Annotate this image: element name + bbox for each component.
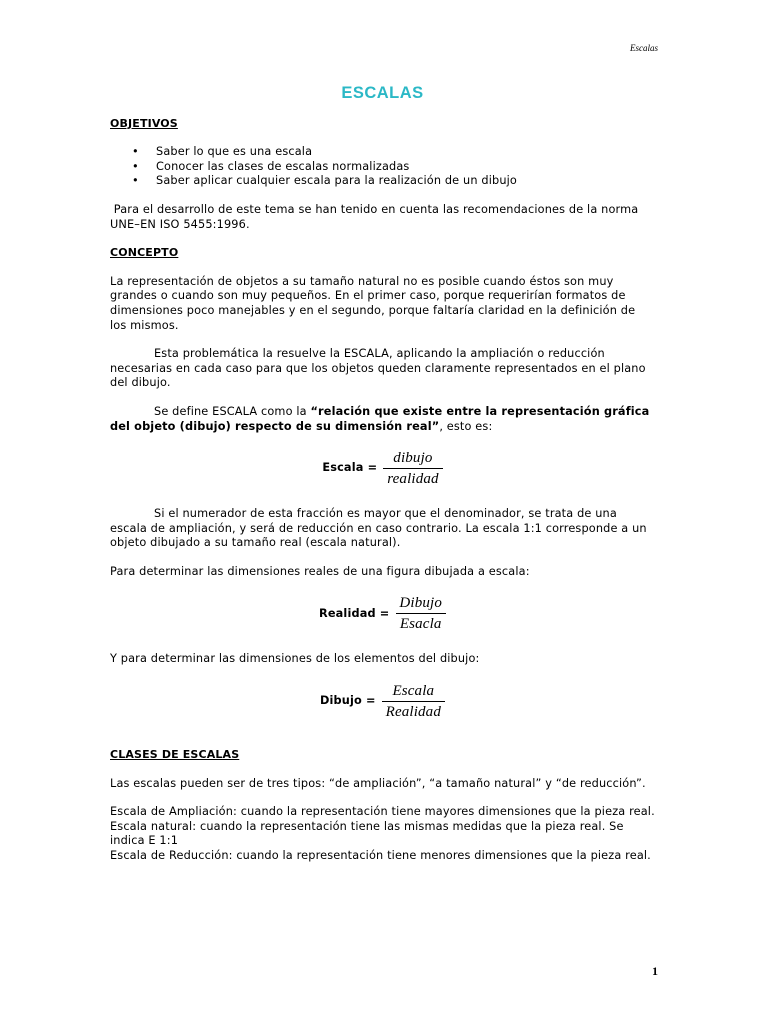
objective-item: • Conocer las clases de escalas normalizadas — [156, 160, 655, 175]
concept-paragraph-1: La representación de objetos a su tamaño natural no es posible cuando éstos son muy grandes o cuando son muy pequeños. En el primer caso, porque requerirían formatos de dimensiones poco manejables y en el segundo, porque faltaría claridad en la definición de los mismos. — [110, 274, 636, 332]
fraction-denominator: Realidad — [382, 701, 445, 722]
class-definition: Escala de Reducción: cuando la representación tiene menores dimensiones que la pieza real. — [110, 849, 651, 863]
fraction — [395, 593, 446, 634]
fraction-numerator: dibujo — [393, 450, 433, 467]
definition-paragraph — [110, 405, 655, 434]
objectives-list — [110, 145, 655, 189]
equation-label: Escala = — [322, 461, 378, 475]
document-body — [110, 86, 655, 864]
classes-paragraph-1: Las escalas pueden ser de tres tipos: “de ampliación”, “a tamaño natural” y “de reducción”. — [110, 776, 646, 790]
classes-definitions — [110, 805, 655, 863]
equation-dibujo — [110, 681, 655, 722]
running-header: Escalas — [630, 43, 658, 53]
objective-item: • Saber aplicar cualquier escala para la realización de un dibujo — [156, 174, 655, 189]
objectives-heading: OBJETIVOS — [110, 116, 178, 130]
equation-escala — [110, 448, 655, 489]
concept-paragraph-5: Para determinar las dimensiones reales de una figura dibujada a escala: — [110, 564, 530, 578]
classes-heading: CLASES DE ESCALAS — [110, 748, 240, 762]
document-title: ESCALAS — [341, 84, 424, 102]
page-number: 1 — [652, 964, 658, 978]
concept-paragraph-6: Y para determinar las dimensiones de los elementos del dibujo: — [110, 652, 480, 666]
fraction-denominator: Esacla — [396, 613, 446, 634]
fraction-numerator: Dibujo — [399, 595, 442, 612]
equation-label: Dibujo = — [320, 694, 376, 708]
fraction-denominator: realidad — [383, 468, 442, 489]
concept-paragraph-2: Esta problemática la resuelve la ESCALA, aplicando la ampliación o reducción necesarias en cada caso para que los objetos queden claramente representados en el plano del dibujo. — [110, 347, 646, 390]
definition-intro: Se define ESCALA como la — [154, 404, 311, 418]
equation-label: Realidad = — [318, 606, 390, 620]
fraction — [383, 448, 442, 489]
class-definition: Escala natural: cuando la representación tiene las mismas medidas que la pieza real. Se indica E 1:1 — [110, 819, 624, 848]
equation-realidad — [110, 593, 655, 634]
objective-item: • Saber lo que es una escala — [156, 145, 655, 160]
concept-paragraph-4: Si el numerador de esta fracción es mayor que el denominador, se trata de una escala de ampliación, y será de reducción en caso contrario. La escala 1:1 corresponde a un objeto dibujado a su tamaño real (escala natural). — [110, 507, 647, 550]
class-definition: Escala de Ampliación: cuando la representación tiene mayores dimensiones que la pieza real. — [110, 805, 655, 819]
intro-paragraph: Para el desarrollo de este tema se han tenido en cuenta las recomendaciones de la norma UNE–EN ISO 5455:1996. — [110, 202, 643, 231]
definition-bold: “relación que existe entre la representación gráfica del objeto (dibujo) respecto de su dimensión real” — [110, 404, 650, 433]
fraction — [382, 681, 445, 722]
fraction-numerator: Escala — [392, 683, 435, 700]
definition-end: , esto es: — [439, 419, 493, 433]
concept-heading: CONCEPTO — [110, 246, 179, 260]
